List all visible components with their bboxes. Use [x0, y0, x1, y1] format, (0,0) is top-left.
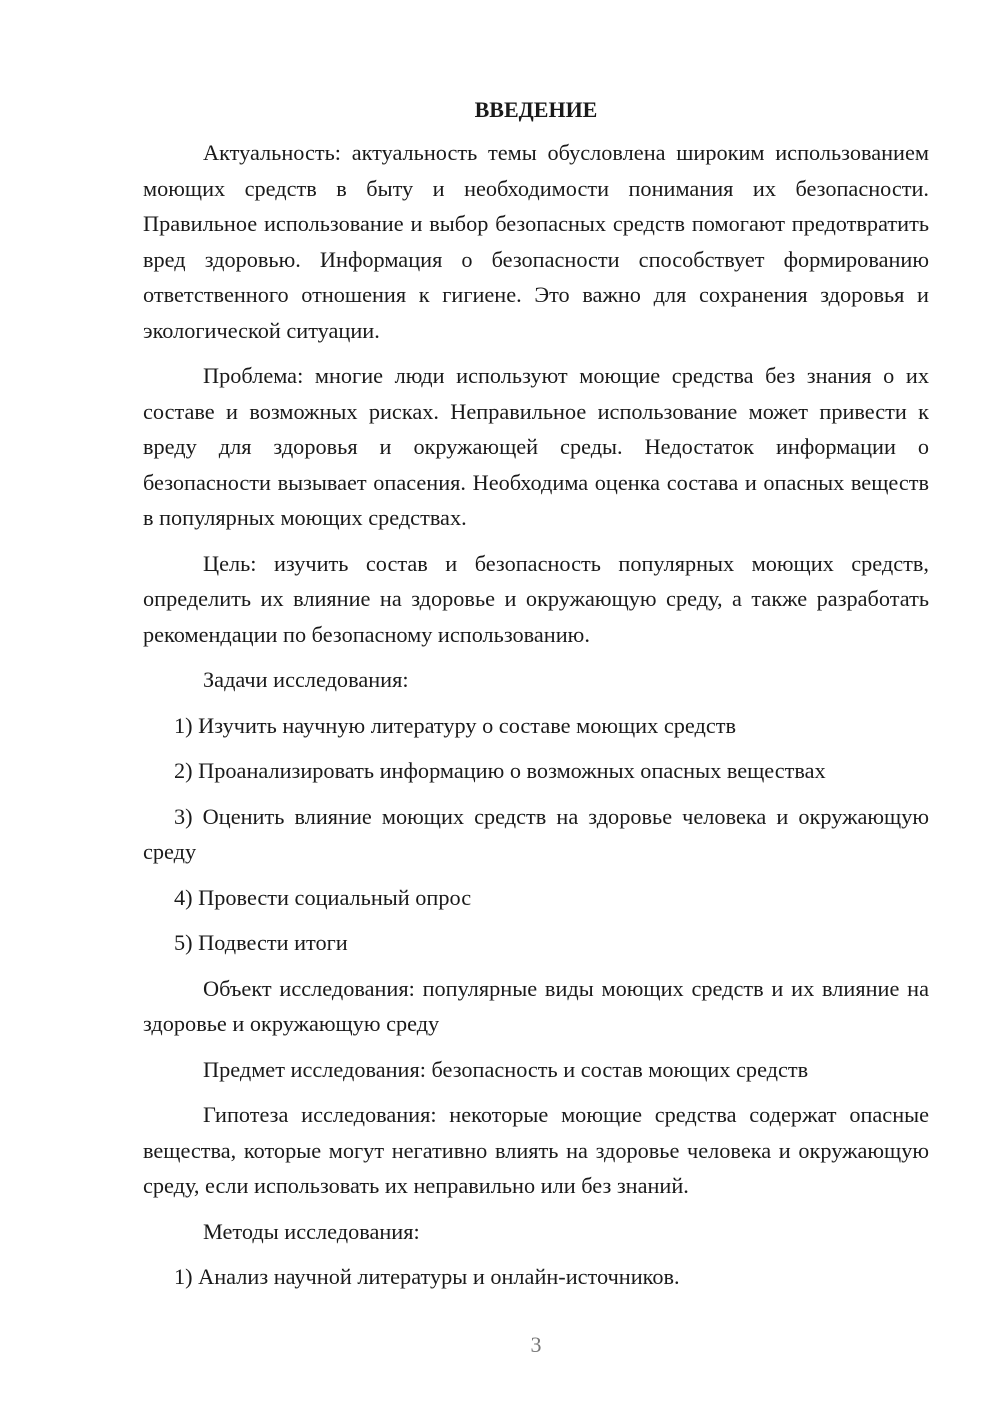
- tasks-heading: Задачи исследования:: [203, 667, 409, 692]
- method-item-1: 1) Анализ научной литературы и онлайн-источников.: [174, 1264, 680, 1289]
- task-item-4: 4) Провести социальный опрос: [174, 884, 472, 910]
- problem-paragraph: Проблема: многие люди используют моющие средства без знания о их составе и возможных рисках. Неправильное использование может привести к вреду для здоровья и окружающей среды. Недостаток информации о безопасности вызывает опасения. Необходима оценка состава и опасных веществ в популярных моющих средствах.: [143, 363, 929, 530]
- task-item-5: 5) Подвести итоги: [174, 930, 348, 955]
- goal-paragraph: Цель: изучить состав и безопасность популярных моющих средств, определить их влияние на здоровье и окружающую среду, а также разработать рекомендации по безопасному использованию.: [143, 550, 929, 647]
- section-title: ВВЕДЕНИЕ: [474, 97, 598, 122]
- task-item-1: 1) Изучить научную литературу о составе моющих средств: [174, 712, 736, 738]
- hypothesis-paragraph: Гипотеза исследования: некоторые моющие средства содержат опасные вещества, которые могут негативно влиять на здоровье человека и окружающую среду, если использовать их неправильно или без знаний.: [143, 1102, 929, 1198]
- task-item-3: 3) Оценить влияние моющих средств на здоровье человека и окружающую среду: [143, 803, 929, 864]
- task-item-2: 2) Проанализировать информацию о возможных опасных веществах: [174, 758, 826, 783]
- relevance-paragraph: Актуальность: актуальность темы обусловлена широким использованием моющих средств в быту и необходимости понимания их безопасности. Правильное использование и выбор безопасных средств помогают предотвратить вред здоровью. Информация о безопасности способствует формированию ответственного отношения к гигиене. Это важно для сохранения здоровья и экологической ситуации.: [143, 140, 929, 343]
- methods-heading: Методы исследования:: [203, 1218, 420, 1244]
- object-paragraph: Объект исследования: популярные виды моющих средств и их влияние на здоровье и окружающую среду: [143, 975, 929, 1036]
- page-content: [143, 95, 929, 1305]
- page-number: 3: [530, 1332, 542, 1357]
- subject-paragraph: Предмет исследования: безопасность и состав моющих средств: [203, 1056, 809, 1082]
